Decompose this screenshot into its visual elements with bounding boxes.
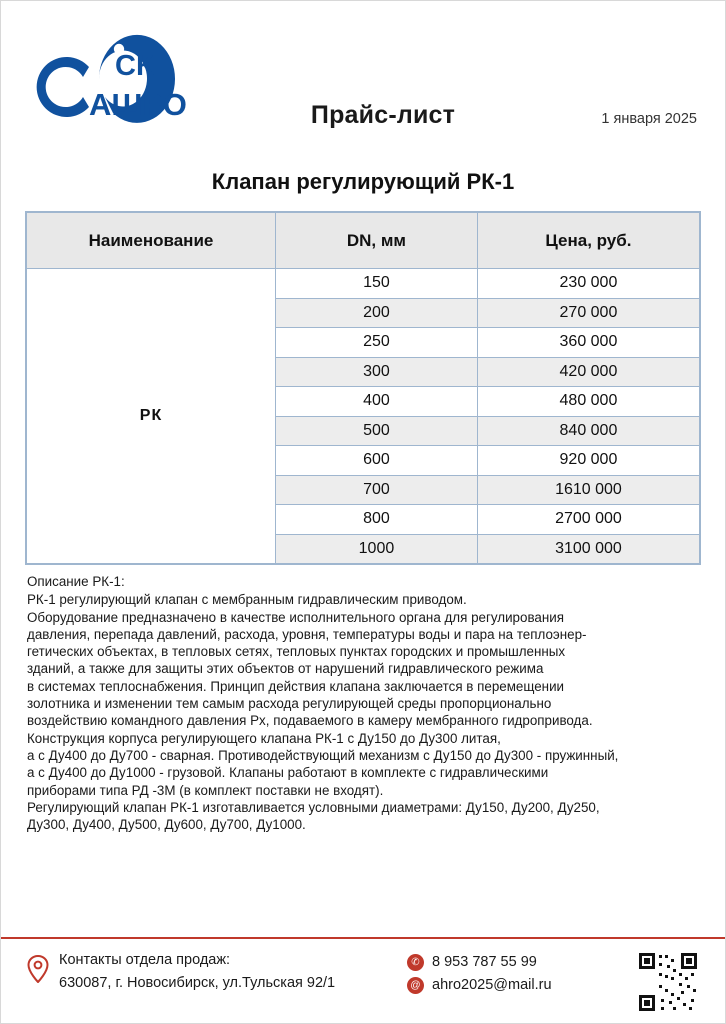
location-pin-icon xyxy=(27,955,49,988)
cell-dn: 800 xyxy=(276,505,478,535)
sales-contacts-label: Контакты отдела продаж: xyxy=(59,952,231,968)
column-header-name: Наименование xyxy=(27,213,276,269)
cell-price: 480 000 xyxy=(477,387,699,417)
description-line: Регулирующий клапан РК-1 изготавливается условными диаметрами: Ду150, Ду200, Ду250, xyxy=(27,799,600,815)
cell-dn: 600 xyxy=(276,446,478,476)
description-line: а с Ду400 до Ду700 - сварная. Противодействующий механизм с Ду150 до Ду300 - пружинный, xyxy=(27,747,619,763)
column-header-dn: DN, мм xyxy=(276,213,478,269)
document-date: 1 января 2025 xyxy=(601,111,697,127)
cell-price: 420 000 xyxy=(477,357,699,387)
description-heading: Описание РК-1: xyxy=(27,574,125,589)
cell-price: 230 000 xyxy=(477,269,699,299)
header-center xyxy=(219,19,547,130)
description-line: зданий, а также для защиты этих объектов от нарушений гидравлического режима xyxy=(27,661,544,677)
company-address: 630087, г. Новосибирск, ул.Тульская 92/1 xyxy=(59,975,336,991)
cell-dn: 700 xyxy=(276,475,478,505)
description-line: РК-1 регулирующий клапан с мембранным гидравлическим приводом. xyxy=(27,592,467,608)
svg-text:АШРО: АШРО xyxy=(89,87,187,122)
cell-price: 1610 000 xyxy=(477,475,699,505)
cell-dn: 400 xyxy=(276,387,478,417)
phone-number: 8 953 787 55 99 xyxy=(432,954,537,970)
phone-icon: ✆ xyxy=(407,954,424,971)
cell-dn: 200 xyxy=(276,298,478,328)
page-footer xyxy=(1,937,725,1023)
price-table-body xyxy=(27,269,700,564)
description-block xyxy=(27,573,699,833)
page-header xyxy=(1,1,725,161)
cell-dn: 1000 xyxy=(276,534,478,564)
description-line: а с Ду400 до Ду1000 - грузовой. Клапаны работают в комплекте с гидравлическими xyxy=(27,765,549,781)
description-line: золотника и изменении тем самым расхода регулирующей среды пропорционально xyxy=(27,696,552,712)
description-line: давления, перепада давлений, расхода, уровня, температуры воды и пара на теплоэнер- xyxy=(27,626,587,642)
description-line: Оборудование предназначено в качестве исполнительного органа для регулирования xyxy=(27,609,564,625)
company-logo xyxy=(29,19,219,139)
description-line: Ду300, Ду400, Ду500, Ду600, Ду700, Ду1000. xyxy=(27,817,306,833)
description-line: воздействию командного давления Рх, подаваемого в камеру мембранного гидропривода. xyxy=(27,713,593,729)
email-row[interactable] xyxy=(407,974,637,997)
email-icon: @ xyxy=(407,977,424,994)
product-title: Клапан регулирующий РК-1 xyxy=(211,169,515,194)
table-header-row xyxy=(27,213,700,269)
cell-dn: 150 xyxy=(276,269,478,299)
svg-text:СК: СК xyxy=(115,50,154,82)
product-name-cell: РК xyxy=(27,269,276,564)
table-row xyxy=(27,269,700,299)
email-address: ahro2025@mail.ru xyxy=(432,977,552,993)
cell-price: 840 000 xyxy=(477,416,699,446)
cell-price: 270 000 xyxy=(477,298,699,328)
qr-code[interactable] xyxy=(637,951,699,1013)
cell-dn: 500 xyxy=(276,416,478,446)
description-line: в системах теплоснабжения. Принцип действия клапана заключается в перемещении xyxy=(27,678,565,694)
cell-price: 3100 000 xyxy=(477,534,699,564)
document-title: Прайс-лист xyxy=(310,101,456,129)
price-table-wrapper xyxy=(25,211,701,565)
description-line: гетических объектах, в тепловых сетях, тепловых пунктах городских и промышленных xyxy=(27,644,566,660)
cell-price: 2700 000 xyxy=(477,505,699,535)
cell-price: 360 000 xyxy=(477,328,699,358)
cell-dn: 250 xyxy=(276,328,478,358)
cell-dn: 300 xyxy=(276,357,478,387)
description-line: приборами типа РД -3М (в комплект поставки не входят). xyxy=(27,782,384,798)
footer-contact-details xyxy=(407,949,637,997)
footer-contacts xyxy=(27,949,407,995)
phone-row[interactable] xyxy=(407,951,637,974)
price-table xyxy=(26,212,700,564)
description-line: Конструкция корпуса регулирующего клапана РК-1 с Ду150 до Ду300 литая, xyxy=(27,730,501,746)
column-header-price: Цена, руб. xyxy=(477,213,699,269)
cell-price: 920 000 xyxy=(477,446,699,476)
